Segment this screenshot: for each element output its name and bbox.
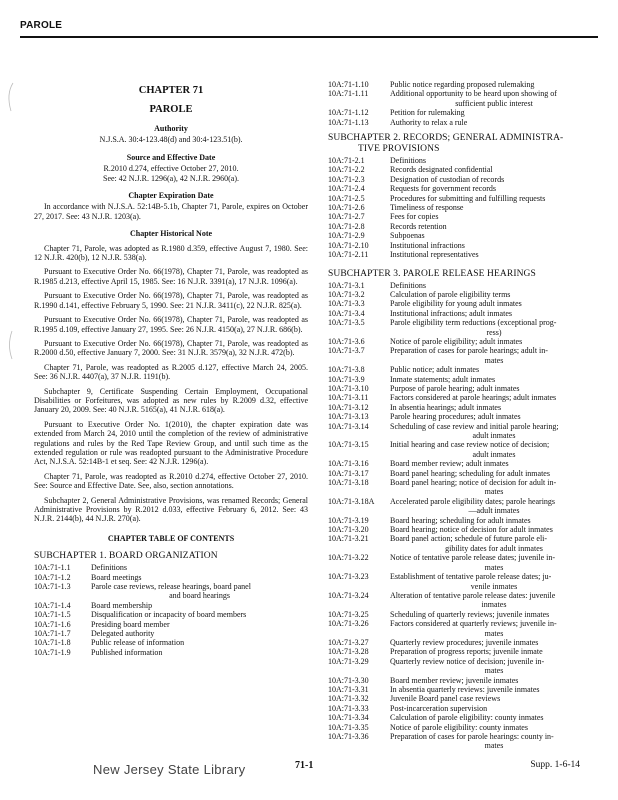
section-number: 10A:71-3.30 xyxy=(328,675,369,685)
section-number: 10A:71-2.9 xyxy=(328,231,365,241)
section-title: Board member review; adult inmates xyxy=(390,459,509,469)
toc-entry[interactable] xyxy=(328,290,598,299)
toc-entry[interactable] xyxy=(34,629,308,638)
toc-entry[interactable] xyxy=(328,422,598,441)
toc-entry[interactable] xyxy=(328,685,598,694)
section-title-continued: —adult inmates xyxy=(468,506,520,516)
history-paragraph: Pursuant to Executive Order No. 66(1978), Chapter 71, Parole, was readopted as R.1995 d.109, effective January 27, 1995. See: 26 N.J.R. 4150(a), 27 N.J.R. 686(b). xyxy=(34,315,308,334)
toc-entry[interactable] xyxy=(328,704,598,713)
section-title: Notice of parole eligibility: county inmates xyxy=(390,722,528,732)
toc-entry[interactable] xyxy=(328,212,598,221)
section-number: 10A:71-1.8 xyxy=(34,638,71,648)
toc-entry[interactable] xyxy=(34,610,308,619)
section-title: Designation of custodian of records xyxy=(390,174,505,184)
section-number: 10A:71-3.14 xyxy=(328,421,369,431)
section-title-continued: mates xyxy=(484,487,504,497)
chapter-title: PAROLE xyxy=(149,104,193,115)
section-number: 10A:71-3.19 xyxy=(328,515,369,525)
history-paragraph: Chapter 71, Parole, was readopted as R.2010 d.274, effective October 27, 2010. See: Source and Effective Date. See, also, section annotations. xyxy=(34,471,308,491)
authority-text: N.J.S.A. 30:4-123.48(d) and 30:4-123.51(b). xyxy=(99,135,243,145)
toc-entry[interactable] xyxy=(328,694,598,703)
toc-entry[interactable] xyxy=(34,601,308,610)
section-title: Calculation of parole eligibility terms xyxy=(390,289,511,299)
section-number: 10A:71-2.7 xyxy=(328,212,365,222)
section-number: 10A:71-3.16 xyxy=(328,459,369,469)
toc-entry[interactable] xyxy=(328,516,598,525)
section-number: 10A:71-3.31 xyxy=(328,684,369,694)
section-title: Additional opportunity to be heard upon showing of xyxy=(390,89,557,99)
section-number: 10A:71-3.35 xyxy=(328,722,369,732)
section-title: Board membership xyxy=(91,600,153,610)
section-number: 10A:71-3.10 xyxy=(328,383,369,393)
history-heading: Chapter Historical Note xyxy=(129,229,213,239)
toc-entry[interactable] xyxy=(328,553,598,572)
section-number: 10A:71-3.24 xyxy=(328,590,369,600)
section-title: Board panel action; schedule of future parole eli- xyxy=(390,534,548,544)
history-paragraph: Pursuant to Executive Order No. 66(1978), Chapter 71, Parole, was readopted as R.1985 d.213, effective April 15, 1985. See: 16 N.J.R. 3391(a), 17 N.J.R. 1096(a). xyxy=(34,267,308,286)
history-paragraph: Subchapter 9, Certificate Suspending Certain Employment, Occupational Disabilities or Forfeitures, was adopted as new rules by R.2009 d.32, effective January 20, 2009. See: 40 N.J.R. 5165(a), 41 N.J.R. 618(a). xyxy=(34,386,308,415)
section-title-continued: and board hearings xyxy=(169,591,230,601)
toc-entry[interactable] xyxy=(328,591,598,610)
page-number: 71-1 xyxy=(295,760,314,771)
toc-title: CHAPTER TABLE OF CONTENTS xyxy=(107,533,235,543)
section-title: Subpoenas xyxy=(390,231,425,241)
section-title: Public release of information xyxy=(91,638,185,648)
section-title: Parole eligibility term reductions (exceptional prog- xyxy=(390,318,557,328)
section-title: Definitions xyxy=(91,563,127,573)
section-title: Timeliness of response xyxy=(390,203,464,213)
section-title: Board hearing; scheduling for adult inmates xyxy=(390,515,531,525)
section-number: 10A:71-3.23 xyxy=(328,572,369,582)
section-number: 10A:71-3.3 xyxy=(328,299,365,309)
section-number: 10A:71-3.18A xyxy=(328,496,375,506)
section-title: Quarterly review procedures; juvenile inmates xyxy=(390,637,539,647)
section-number: 10A:71-1.10 xyxy=(328,80,369,89)
authority-heading: Authority xyxy=(154,124,188,133)
subchapter-3-heading: SUBCHAPTER 3. PAROLE RELEASE HEARINGS xyxy=(328,268,536,279)
section-number: 10A:71-2.11 xyxy=(328,250,369,260)
toc-entry[interactable] xyxy=(328,175,598,184)
section-title: Presiding board member xyxy=(91,619,170,629)
subchapter-2-heading: SUBCHAPTER 2. RECORDS; GENERAL ADMINISTRA- xyxy=(328,133,564,144)
section-title-continued: mates xyxy=(484,741,504,751)
source-text-line: R.2010 d.274, effective October 27, 2010. xyxy=(103,164,239,174)
toc-entry[interactable] xyxy=(328,572,598,591)
library-watermark: New Jersey State Library xyxy=(93,762,246,777)
section-number: 10A:71-1.3 xyxy=(34,582,71,592)
section-title-continued: venile inmates xyxy=(470,581,518,591)
subchapter-1-list-continued xyxy=(328,80,598,127)
section-title: Public notice regarding proposed rulemaking xyxy=(390,80,535,89)
toc-entry[interactable] xyxy=(328,108,598,117)
toc-entry[interactable] xyxy=(328,250,598,259)
toc-entry[interactable] xyxy=(328,118,598,127)
section-title-continued: gibility dates for adult inmates xyxy=(445,543,543,553)
section-title: Preparation of cases for parole hearings: county in- xyxy=(390,732,554,741)
section-number: 10A:71-1.2 xyxy=(34,572,71,582)
toc-entry[interactable] xyxy=(328,384,598,393)
section-number: 10A:71-1.1 xyxy=(34,563,71,573)
toc-entry[interactable] xyxy=(328,403,598,412)
section-title: Board panel hearing; notice of decision for adult in- xyxy=(390,478,557,488)
subchapter-1-list xyxy=(34,563,308,657)
subchapter-2-heading-continued: TIVE PROVISIONS xyxy=(358,144,440,155)
history-paragraph: Pursuant to Executive Order No. 1(2010), the chapter expiration date was extended from March 24, 2010 until the completion of the review of administrative regulations and rules by the Red Tape Review Group, and until such time as the extended regulation or rule was readopted pursuant to the Administrative Procedure Act, N.J.S.A. 52:14B-1 et seq. See: 42 N.J.R. 1296(a). xyxy=(34,419,308,467)
section-number: 10A:71-3.25 xyxy=(328,609,369,619)
toc-entry[interactable] xyxy=(328,647,598,656)
toc-entry[interactable] xyxy=(328,80,598,89)
toc-entry[interactable] xyxy=(328,619,598,638)
section-number: 10A:71-3.29 xyxy=(328,656,369,666)
expiration-text: In accordance with N.J.S.A. 52:14B-5.1b, Chapter 71, Parole, expires on October 27, 2017. See: 43 N.J.R. 1203(a). xyxy=(34,202,308,221)
section-title: Parole eligibility for young adult inmates xyxy=(390,299,522,309)
toc-entry[interactable] xyxy=(328,194,598,203)
section-title-continued: sufficient public interest xyxy=(455,98,533,108)
toc-entry[interactable] xyxy=(328,375,598,384)
section-title: Requests for government records xyxy=(390,184,496,194)
section-title: Scheduling of case review and initial parole hearing; xyxy=(390,421,559,431)
toc-entry[interactable] xyxy=(328,676,598,685)
header-rule xyxy=(20,36,598,38)
section-title: Accelerated parole eligibility dates; parole hearings xyxy=(390,496,556,506)
left-column xyxy=(34,74,308,657)
section-number: 10A:71-1.7 xyxy=(34,629,71,639)
section-number: 10A:71-1.12 xyxy=(328,108,369,118)
section-title: Petition for rulemaking xyxy=(390,108,465,118)
section-title: Board panel hearing; scheduling for adult inmates xyxy=(390,468,550,478)
section-number: 10A:71-2.2 xyxy=(328,165,365,175)
toc-entry[interactable] xyxy=(328,309,598,318)
toc-entry[interactable] xyxy=(328,156,598,165)
section-title: Institutional infractions xyxy=(390,240,465,250)
toc-entry[interactable] xyxy=(328,610,598,619)
section-number: 10A:71-1.9 xyxy=(34,647,71,657)
section-number: 10A:71-3.7 xyxy=(328,346,365,356)
section-number: 10A:71-3.20 xyxy=(328,525,369,535)
section-title-continued: mates xyxy=(484,666,504,676)
section-title: Authority to relax a rule xyxy=(390,117,468,127)
section-title: In absentia hearings; adult inmates xyxy=(390,402,502,412)
toc-entry[interactable] xyxy=(328,534,598,553)
toc-entry[interactable] xyxy=(328,723,598,732)
section-title: Initial hearing and case review notice of decision; xyxy=(390,440,550,450)
section-number: 10A:71-3.6 xyxy=(328,336,365,346)
section-number: 10A:71-2.6 xyxy=(328,203,365,213)
section-number: 10A:71-1.11 xyxy=(328,89,369,99)
toc-entry[interactable] xyxy=(328,638,598,647)
section-number: 10A:71-2.5 xyxy=(328,193,365,203)
section-title: Inmate statements; adult inmates xyxy=(390,374,496,384)
section-title: Scheduling of quarterly reviews; juvenile inmates xyxy=(390,609,550,619)
section-title: Purpose of parole hearing; adult inmates xyxy=(390,383,520,393)
toc-entry[interactable] xyxy=(34,563,308,572)
toc-entry[interactable] xyxy=(328,478,598,497)
section-number: 10A:71-3.36 xyxy=(328,732,369,741)
toc-entry[interactable] xyxy=(328,469,598,478)
margin-mark xyxy=(4,82,14,112)
history-paragraph: Pursuant to Executive Order No. 66(1978), Chapter 71, Parole, was readopted as R.2000 d.50, effective January 7, 2000. See: 31 N.J.R. 3579(a), 32 N.J.R. 472(b). xyxy=(34,338,308,358)
section-title: Institutional infractions; adult inmates xyxy=(390,308,512,318)
section-number: 10A:71-3.4 xyxy=(328,308,365,318)
section-title: Public notice; adult inmates xyxy=(390,365,480,375)
section-number: 10A:71-3.13 xyxy=(328,412,369,422)
section-title-continued: mates xyxy=(484,355,504,365)
toc-entry[interactable] xyxy=(328,412,598,421)
section-number: 10A:71-3.27 xyxy=(328,637,369,647)
chapter-number: CHAPTER 71 xyxy=(138,85,204,96)
section-number: 10A:71-1.13 xyxy=(328,117,369,127)
section-title: In absentia quarterly reviews: juvenile inmates xyxy=(390,684,540,694)
section-number: 10A:71-1.5 xyxy=(34,610,71,620)
toc-entry[interactable] xyxy=(328,281,598,290)
section-title: Institutional representatives xyxy=(390,250,479,260)
toc-entry[interactable] xyxy=(328,231,598,240)
section-title-continued: mates xyxy=(484,562,504,572)
section-title: Post-incarceration supervision xyxy=(390,703,488,713)
section-title-continued: adult inmates xyxy=(472,449,516,459)
section-title-continued: inmates xyxy=(481,600,507,610)
section-title: Definitions xyxy=(390,280,426,290)
toc-entry[interactable] xyxy=(328,241,598,250)
section-title: Board meetings xyxy=(91,572,142,582)
section-title-continued: ress) xyxy=(486,327,502,337)
section-title: Parole case reviews, release hearings, board panel xyxy=(91,582,251,592)
section-title: Calculation of parole eligibility: county inmates xyxy=(390,713,544,723)
history-paragraph: Pursuant to Executive Order No. 66(1978), Chapter 71, Parole, was readopted as R.1990 d.141, effective February 5, 1990. See: 21 N.J.R. 3411(c), 22 N.J.R. 825(a). xyxy=(34,291,308,310)
toc-entry[interactable] xyxy=(34,620,308,629)
toc-entry[interactable] xyxy=(328,299,598,308)
margin-mark xyxy=(4,330,14,360)
section-title: Records designated confidential xyxy=(390,165,493,175)
toc-entry[interactable] xyxy=(328,89,598,108)
section-number: 10A:71-2.3 xyxy=(328,174,365,184)
section-title: Preparation of progress reports; juvenile inmate xyxy=(390,647,543,657)
section-number: 10A:71-3.18 xyxy=(328,478,369,488)
section-title: Published information xyxy=(91,647,163,657)
section-number: 10A:71-1.4 xyxy=(34,600,71,610)
section-number: 10A:71-3.2 xyxy=(328,289,365,299)
section-number: 10A:71-3.1 xyxy=(328,280,365,290)
source-text-line: See: 42 N.J.R. 1296(a), 42 N.J.R. 2960(a). xyxy=(103,173,239,183)
toc-entry[interactable] xyxy=(328,346,598,365)
section-number: 10A:71-3.21 xyxy=(328,534,369,544)
section-title: Notice of tentative parole release dates; juvenile in- xyxy=(390,553,556,563)
section-number: 10A:71-3.28 xyxy=(328,647,369,657)
toc-entry[interactable] xyxy=(328,459,598,468)
toc-entry[interactable] xyxy=(328,657,598,676)
section-number: 10A:71-3.22 xyxy=(328,553,369,563)
toc-entry[interactable] xyxy=(328,203,598,212)
source-heading: Source and Effective Date xyxy=(126,152,216,162)
section-number: 10A:71-2.1 xyxy=(328,156,365,166)
section-title: Juvenile Board panel case reviews xyxy=(390,694,501,704)
toc-entry[interactable] xyxy=(328,525,598,534)
toc-entry[interactable] xyxy=(34,638,308,647)
section-title: Establishment of tentative parole release dates; ju- xyxy=(390,572,552,582)
section-title: Board hearing; notice of decision for adult inmates xyxy=(390,525,553,535)
section-number: 10A:71-2.10 xyxy=(328,240,369,250)
section-title: Factors considered at parole hearings; adult inmates xyxy=(390,393,557,403)
section-number: 10A:71-3.5 xyxy=(328,318,365,328)
section-number: 10A:71-3.33 xyxy=(328,703,369,713)
right-column xyxy=(328,80,598,751)
section-title: Board member review; juvenile inmates xyxy=(390,675,519,685)
section-title: Fees for copies xyxy=(390,212,439,222)
section-title: Parole hearing procedures; adult inmates xyxy=(390,412,521,422)
section-title: Quarterly review notice of decision; juvenile in- xyxy=(390,656,545,666)
section-number: 10A:71-3.8 xyxy=(328,365,365,375)
toc-entry[interactable] xyxy=(34,582,308,601)
section-number: 10A:71-2.8 xyxy=(328,221,365,231)
section-title: Factors considered at quarterly reviews; juvenile in- xyxy=(390,619,557,629)
section-title-continued: mates xyxy=(484,628,504,638)
toc-entry[interactable] xyxy=(328,365,598,374)
toc-entry[interactable] xyxy=(34,648,308,657)
section-title: Notice of parole eligibility; adult inmates xyxy=(390,336,523,346)
running-head: PAROLE xyxy=(20,20,63,31)
section-number: 10A:71-3.26 xyxy=(328,619,369,629)
toc-entry[interactable] xyxy=(328,732,598,751)
section-number: 10A:71-3.17 xyxy=(328,468,369,478)
section-number: 10A:71-3.9 xyxy=(328,374,365,384)
toc-entry[interactable] xyxy=(328,184,598,193)
supplement-date: Supp. 1-6-14 xyxy=(530,760,580,770)
section-title: Delegated authority xyxy=(91,629,155,639)
subchapter-3-list xyxy=(328,281,598,751)
section-number: 10A:71-3.32 xyxy=(328,694,369,704)
section-number: 10A:71-3.11 xyxy=(328,393,369,403)
toc-entry[interactable] xyxy=(328,318,598,337)
section-number: 10A:71-2.4 xyxy=(328,184,365,194)
toc-entry[interactable] xyxy=(328,337,598,346)
toc-entry[interactable] xyxy=(328,393,598,402)
toc-entry[interactable] xyxy=(328,440,598,459)
section-title: Preparation of cases for parole hearings; adult in- xyxy=(390,346,548,356)
section-title: Disqualification or incapacity of board members xyxy=(91,610,247,620)
section-number: 10A:71-3.34 xyxy=(328,713,369,723)
history-paragraph: Chapter 71, Parole, was adopted as R.1980 d.359, effective August 7, 1980. See: 12 N.J.R. 420(b), 12 N.J.R. 538(a). xyxy=(34,243,308,263)
history-paragraph: Chapter 71, Parole, was readopted as R.2005 d.127, effective March 24, 2005. See: 36 N.J.R. 4407(a), 37 N.J.R. 1191(b). xyxy=(34,362,308,382)
section-number: 10A:71-3.15 xyxy=(328,440,369,450)
subchapter-2-list xyxy=(328,156,598,259)
toc-entry[interactable] xyxy=(328,497,598,516)
section-title: Procedures for submitting and fulfilling requests xyxy=(390,193,546,203)
toc-entry[interactable] xyxy=(34,573,308,582)
section-number: 10A:71-1.6 xyxy=(34,619,71,629)
section-title: Alteration of tentative parole release dates: juvenile xyxy=(390,590,556,600)
expiration-heading: Chapter Expiration Date xyxy=(128,191,214,201)
toc-entry[interactable] xyxy=(328,165,598,174)
toc-entry[interactable] xyxy=(328,222,598,231)
history-paragraph: Subchapter 2, General Administrative Provisions, was renamed Records; General Administrative Provisions by R.2012 d.033, effective February 6, 2012. See: 43 N.J.R. 2144(b), 44 N.J.R. 270(a). xyxy=(34,495,308,524)
subchapter-1-heading: SUBCHAPTER 1. BOARD ORGANIZATION xyxy=(34,551,218,562)
section-title-continued: adult inmates xyxy=(472,431,516,440)
section-title: Definitions xyxy=(390,156,426,166)
section-title: Records retention xyxy=(390,221,447,231)
toc-entry[interactable] xyxy=(328,713,598,722)
section-number: 10A:71-3.12 xyxy=(328,402,369,412)
